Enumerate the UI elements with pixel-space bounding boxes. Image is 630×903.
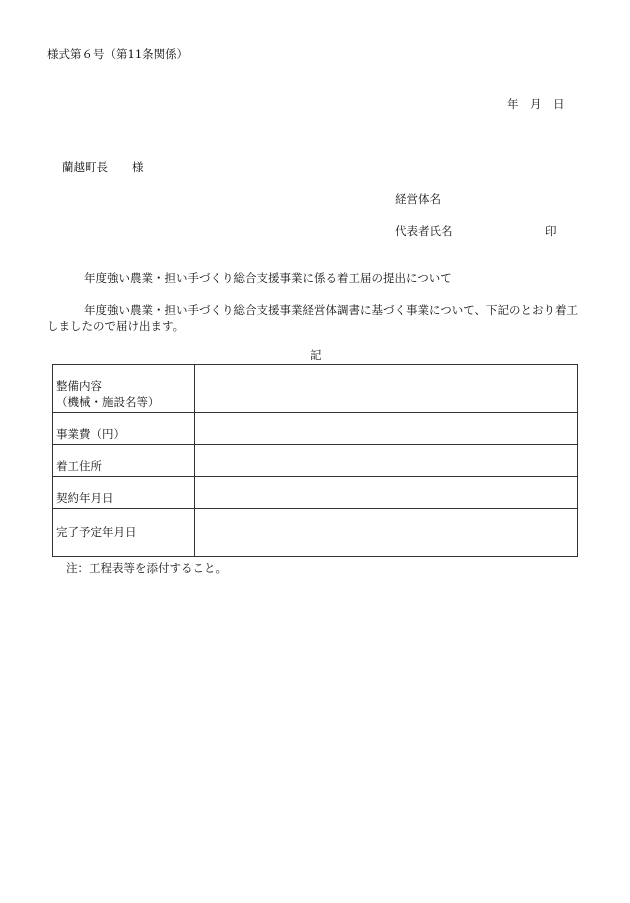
date-line: 年 月 日 [507,97,565,111]
addressee [62,159,144,175]
representative-name-label: 代表者氏名 [395,224,453,238]
row-label: 事業費（円） [53,413,195,445]
addressee-honorific: 様 [132,160,144,174]
row-value[interactable] [195,413,578,445]
row-label: 着工住所 [53,445,195,477]
body-text: 年度強い農業・担い手づくり総合支援事業経営体調書に基づく事業について、下記のとおり着工しましたので届け出ます。 [47,303,579,333]
row-label-line2: （機械・施設名等） [56,395,160,409]
table-row [53,413,578,445]
table-row [53,509,578,557]
form-number: 様式第６号（第11条関係） [47,47,189,61]
row-label: 完了予定年月日 [53,509,195,557]
subject-line: 年度強い農業・担い手づくり総合支援事業に係る着工届の提出について [84,271,452,285]
footnote: 注：工程表等を添付すること。 [66,561,227,575]
row-value[interactable] [195,477,578,509]
table-row [53,477,578,509]
table-row [53,365,578,413]
ki-heading: 記 [310,348,322,362]
seal-mark: 印 [545,224,557,238]
record-table [52,364,578,557]
row-label [53,365,195,413]
table-row [53,445,578,477]
row-value[interactable] [195,365,578,413]
business-name-label: 経営体名 [395,192,441,206]
addressee-name: 蘭越町長 [62,160,108,174]
row-label: 契約年月日 [53,477,195,509]
row-value[interactable] [195,445,578,477]
row-value[interactable] [195,509,578,557]
row-label-line1: 整備内容 [56,379,102,393]
